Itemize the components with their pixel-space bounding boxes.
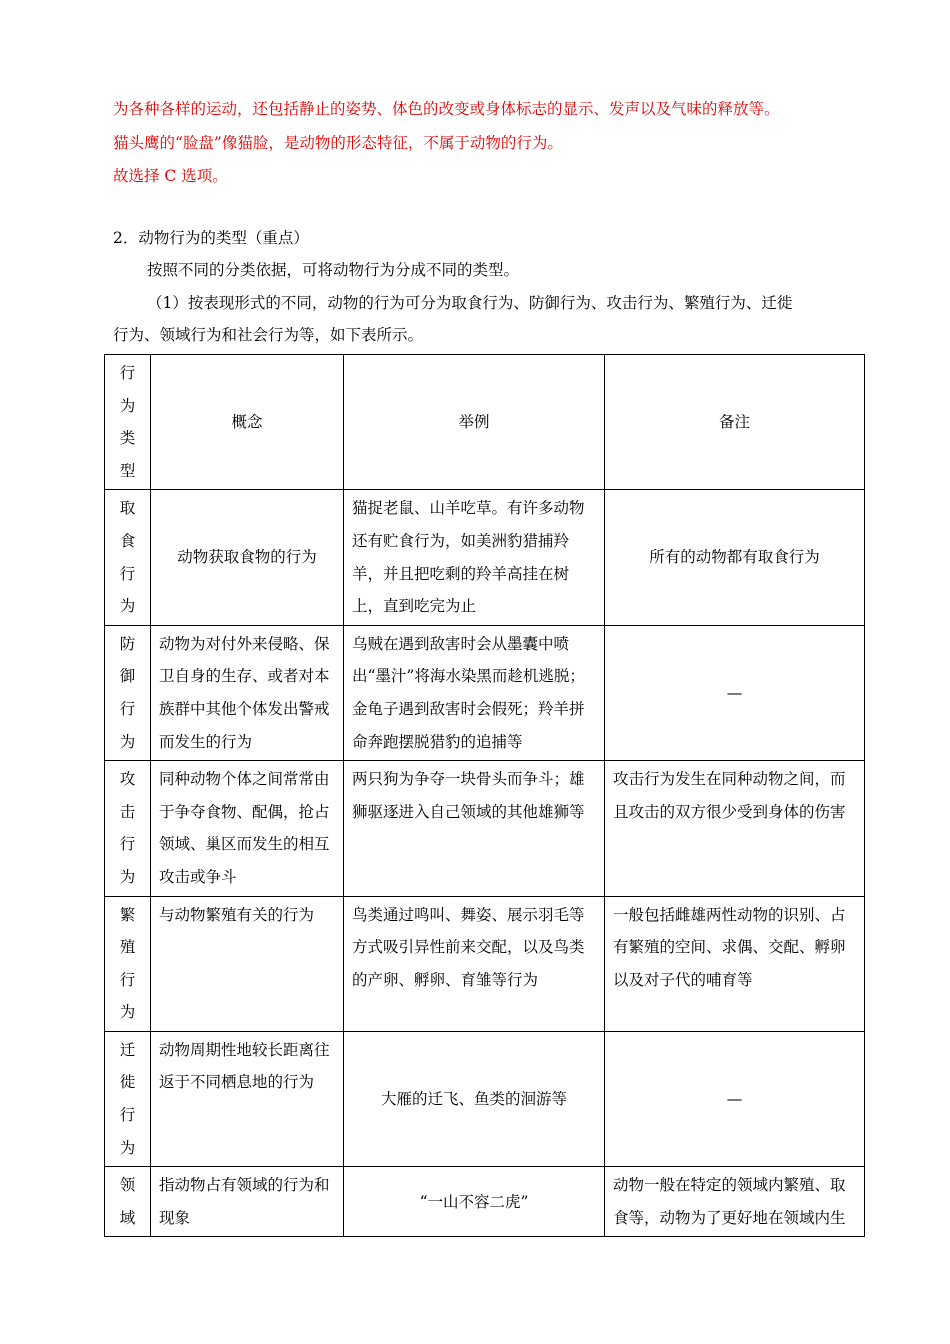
row-type-cell <box>105 761 151 896</box>
row-concept-cell <box>151 896 344 1031</box>
section-paragraph-2-line-2: 行为、领域行为和社会行为等，如下表所示。 <box>113 326 424 344</box>
intro-line-1: 为各种各样的运动，还包括静止的姿势、体色的改变或身体标志的显示、发声以及气味的释放等。 <box>113 100 780 118</box>
row-concept: 与动物繁殖有关的行为 <box>159 905 315 924</box>
row-type-cell <box>105 1031 151 1166</box>
intro-line-3: 故选择 C 选项。 <box>113 167 228 185</box>
row-note-cell <box>605 761 865 896</box>
row-example-cell <box>344 761 605 896</box>
header-type-cell <box>105 355 151 490</box>
row-example-cell <box>344 1031 605 1166</box>
header-example: 举例 <box>458 412 490 431</box>
row-concept: 指动物占有领域的行为和现象 <box>159 1176 330 1227</box>
table-row <box>105 1167 865 1237</box>
row-example-cell <box>344 625 605 760</box>
row-concept: 同种动物个体之间常常由于争夺食物、配偶，抢占领域、巢区而发生的相互攻击或争斗 <box>159 770 330 886</box>
row-example: “一山不容二虎” <box>419 1192 529 1211</box>
behavior-types-table <box>104 354 865 1237</box>
row-note: 所有的动物都有取食行为 <box>649 548 820 567</box>
table-row <box>105 761 865 896</box>
row-note-cell <box>605 1031 865 1166</box>
section-paragraph-1: 按照不同的分类依据，可将动物行为分成不同的类型。 <box>147 261 520 279</box>
intro-line-2: 猫头鹰的“脸盘”像猫脸，是动物的形态特征，不属于动物的行为。 <box>113 134 563 152</box>
header-concept: 概念 <box>231 412 263 431</box>
row-concept-cell <box>151 1167 344 1237</box>
row-example: 猫捉老鼠、山羊吃草。有许多动物还有贮食行为，如美洲豹猎捕羚羊，并且把吃剩的羚羊高挂在树上，直到吃完为止 <box>352 499 585 616</box>
section-heading: 2．动物行为的类型（重点） <box>113 229 309 247</box>
row-example: 大雁的迁飞、鱼类的洄游等 <box>380 1089 567 1108</box>
row-concept: 动物为对付外来侵略、保卫自身的生存、或者对本族群中其他个体发出警戒而发生的行为 <box>159 634 330 751</box>
row-example-cell <box>344 490 605 625</box>
row-concept: 动物周期性地较长距离往返于不同栖息地的行为 <box>159 1040 330 1092</box>
header-note-cell <box>605 355 865 490</box>
table-row <box>105 625 865 760</box>
row-example-cell <box>344 1167 605 1237</box>
row-type: 防御行为 <box>119 634 136 751</box>
row-type: 攻击行为 <box>119 770 136 886</box>
row-note-cell <box>605 896 865 1031</box>
header-note: 备注 <box>718 412 750 431</box>
row-concept-cell <box>151 1031 344 1166</box>
row-type: 取食行为 <box>119 499 136 616</box>
row-example: 乌贼在遇到敌害时会从墨囊中喷出“墨汁”将海水染黑而趁机逃脱；金龟子遇到敌害时会假死；羚羊拼命奔跑摆脱猎豹的追捕等 <box>352 634 585 751</box>
row-note: 一般包括雌雄两性动物的识别、占有繁殖的空间、求偶、交配、孵卵以及对子代的哺育等 <box>613 905 846 989</box>
row-type: 领域 <box>119 1176 136 1227</box>
row-example-cell <box>344 896 605 1031</box>
row-type: 繁殖行为 <box>119 905 136 1022</box>
row-type-cell <box>105 896 151 1031</box>
row-note-cell <box>605 625 865 760</box>
table-header-row <box>105 355 865 490</box>
section-paragraph-2-line-1: （1）按表现形式的不同，动物的行为可分为取食行为、防御行为、攻击行为、繁殖行为、迁徙 <box>147 294 793 312</box>
row-note-cell <box>605 490 865 625</box>
table-row <box>105 1031 865 1166</box>
row-note: — <box>726 683 743 702</box>
row-type: 迁徙行为 <box>119 1040 136 1157</box>
header-type: 行为类型 <box>119 364 136 480</box>
row-concept: 动物获取食物的行为 <box>177 548 317 567</box>
row-note-cell <box>605 1167 865 1237</box>
row-concept-cell <box>151 490 344 625</box>
row-note: 攻击行为发生在同种动物之间，而且攻击的双方很少受到身体的伤害 <box>613 770 846 821</box>
row-type-cell <box>105 1167 151 1237</box>
row-type-cell <box>105 490 151 625</box>
row-concept-cell <box>151 625 344 760</box>
row-example: 鸟类通过鸣叫、舞姿、展示羽毛等方式吸引异性前来交配，以及鸟类的产卵、孵卵、育雏等行为 <box>352 905 585 989</box>
table-row <box>105 490 865 625</box>
row-note: 动物一般在特定的领域内繁殖、取食等，动物为了更好地在领域内生 <box>613 1176 846 1227</box>
row-type-cell <box>105 625 151 760</box>
table-row <box>105 896 865 1031</box>
header-concept-cell <box>151 355 344 490</box>
row-note: — <box>726 1089 743 1108</box>
row-concept-cell <box>151 761 344 896</box>
header-example-cell <box>344 355 605 490</box>
row-example: 两只狗为争夺一块骨头而争斗；雄狮驱逐进入自己领域的其他雄狮等 <box>352 770 585 821</box>
